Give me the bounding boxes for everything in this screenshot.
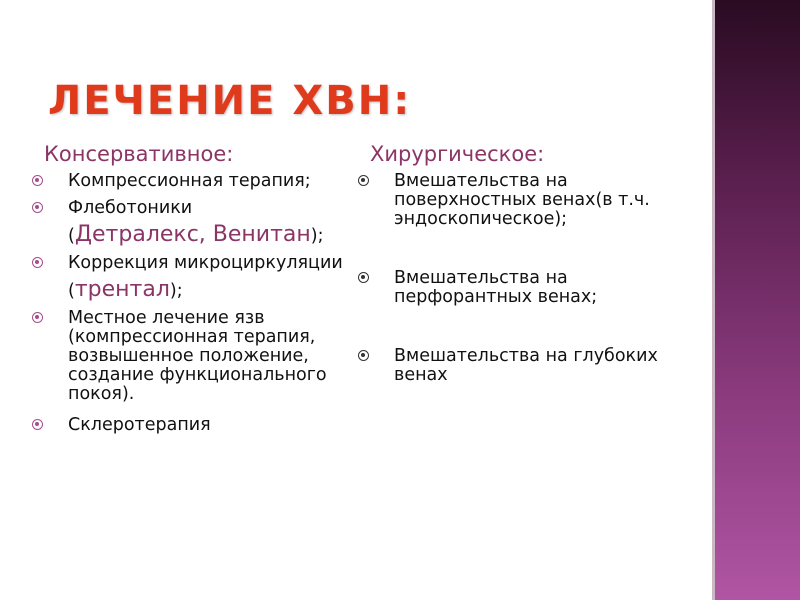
item-text: Вмешательства на глубоких венах [394,346,658,385]
bullet-icon [32,419,43,430]
paren-open: ( [68,226,75,246]
list-item-deep-veins [358,347,703,385]
slide-title: ЛЕЧЕНИЕ ХВН: [48,78,412,124]
surgical-list [358,172,703,385]
bullet-icon [32,312,43,323]
item-text: Флеботоники [68,198,193,218]
paren-close: ); [310,226,324,246]
list-item-microcirculation [32,254,352,273]
bullet-icon [32,257,43,268]
list-item-sclerotherapy [32,416,352,435]
list-item-ulcer-treatment [32,309,352,404]
item-text: Вмешательства на поверхностных венах(в т.ч. эндоскопическое); [394,171,650,229]
drug-name: трентал [74,277,170,302]
list-item-compression [32,172,352,191]
item-text: Местное лечение язв (компрессионная терапия, возвышенное положение, создание функционального покоя). [68,308,327,404]
side-band-edge [712,0,715,600]
bullet-icon [358,272,369,283]
conservative-list [32,172,352,435]
bullet-icon [32,202,43,213]
phlebotonics-drugs-line [32,224,352,246]
bullet-icon [358,350,369,361]
surgical-heading: Хирургическое: [370,142,545,166]
list-item-perforator-veins [358,269,703,307]
bullet-icon [32,175,43,186]
item-text: Склеротерапия [68,415,211,435]
drug-names: Детралекс, Венитан [74,222,311,247]
list-item-superficial-veins [358,172,703,229]
item-text: Коррекция микроциркуляции [68,253,343,273]
bullet-icon [358,175,369,186]
item-text: Компрессионная терапия; [68,171,311,191]
list-item-phlebotonics [32,199,352,218]
microcirculation-drug-line [32,279,352,301]
conservative-heading: Консервативное: [44,142,234,166]
decorative-side-band [712,0,800,600]
paren-open: ( [68,281,75,301]
item-text: Вмешательства на перфорантных венах; [394,268,598,307]
paren-close: ); [169,281,183,301]
